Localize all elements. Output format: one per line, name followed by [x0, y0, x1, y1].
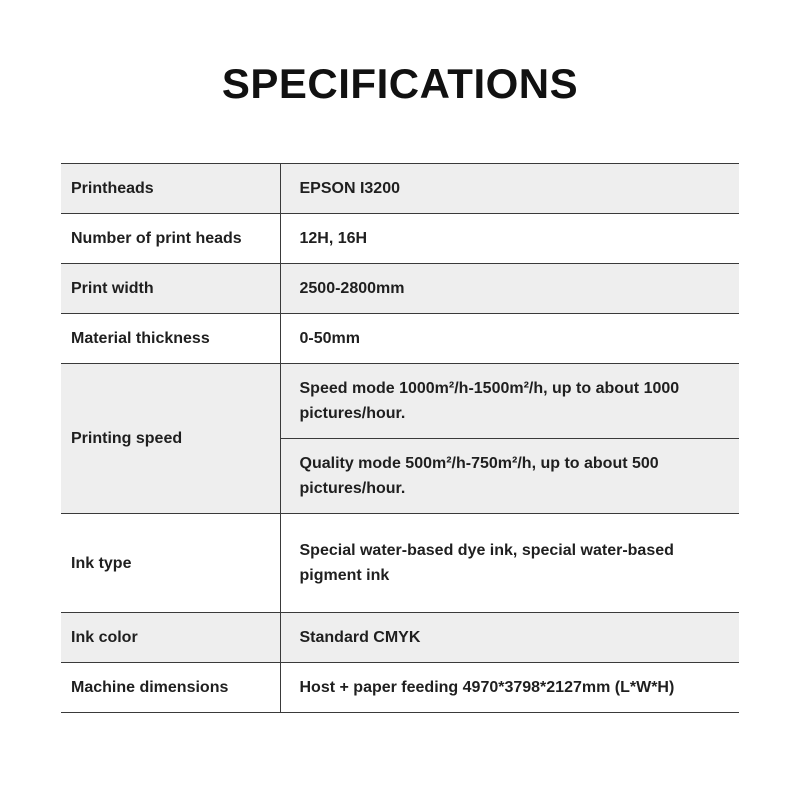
spec-value: 2500-2800mm [280, 264, 739, 314]
page-title: SPECIFICATIONS [221, 60, 579, 107]
spec-value: 12H, 16H [280, 214, 739, 264]
spec-value: EPSON I3200 [280, 164, 739, 214]
spec-label: Ink type [61, 514, 280, 613]
spec-row-printing-speed [61, 364, 739, 439]
spec-value: 0-50mm [280, 314, 739, 364]
spec-label: Number of print heads [61, 214, 280, 264]
spec-label: Print width [61, 264, 280, 314]
spec-value: Special water-based dye ink, special water-based pigment ink [280, 514, 739, 613]
spec-row-ink-type [61, 514, 739, 613]
spec-label: Machine dimensions [61, 663, 280, 713]
spec-value: Standard CMYK [280, 613, 739, 663]
spec-label: Printheads [61, 164, 280, 214]
spec-value-speed-mode: Speed mode 1000m²/h-1500m²/h, up to about 1000 pictures/hour. [280, 364, 739, 439]
spec-row-machine-dimensions [61, 663, 739, 713]
spec-row-material-thickness [61, 314, 739, 364]
spec-label: Material thickness [61, 314, 280, 364]
specifications-table [61, 163, 739, 713]
spec-row-printheads [61, 164, 739, 214]
spec-label: Ink color [61, 613, 280, 663]
spec-row-number-of-print-heads [61, 214, 739, 264]
spec-value-quality-mode: Quality mode 500m²/h-750m²/h, up to about 500 pictures/hour. [280, 439, 739, 514]
spec-row-ink-color [61, 613, 739, 663]
spec-value: Host + paper feeding 4970*3798*2127mm (L*W*H) [280, 663, 739, 713]
spec-row-print-width [61, 264, 739, 314]
spec-label: Printing speed [61, 364, 280, 514]
